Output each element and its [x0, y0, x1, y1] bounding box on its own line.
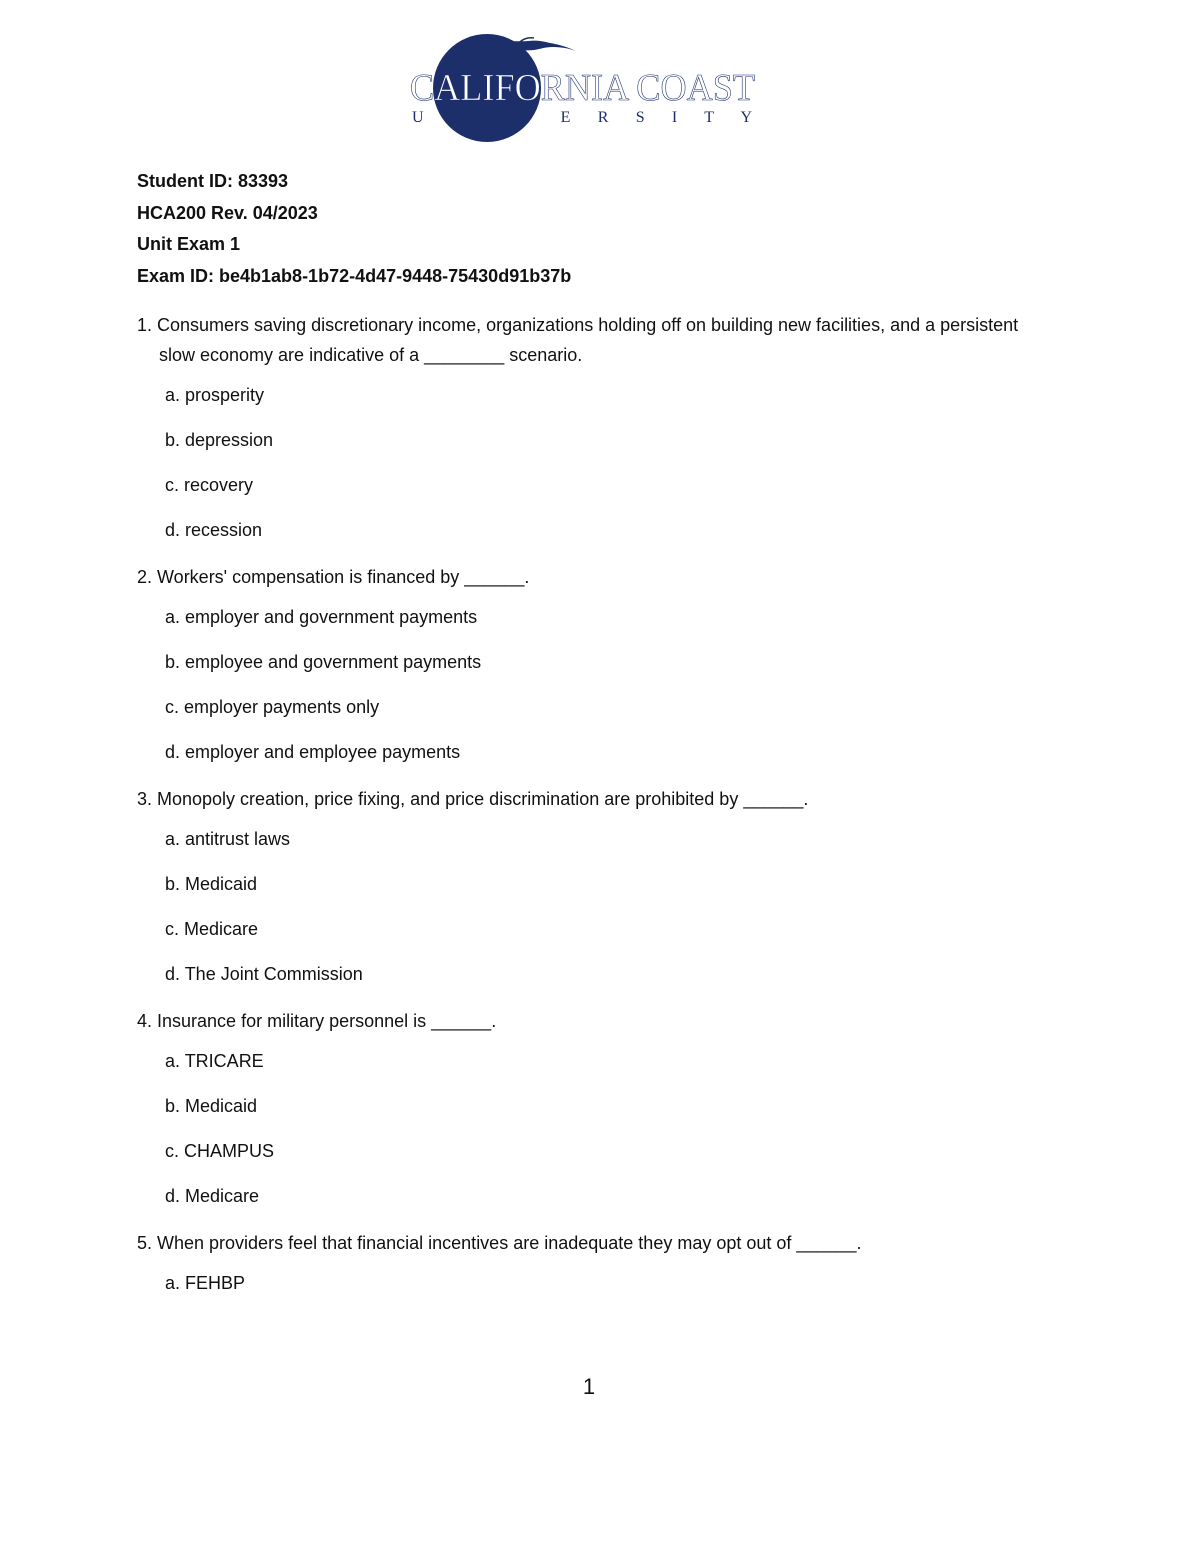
- answer-choice: b. Medicaid: [165, 1096, 258, 1116]
- university-logo: [400, 30, 770, 145]
- answer-choice: b. Medicaid: [165, 874, 258, 894]
- university-logo-graphic: [400, 30, 770, 145]
- question-5: [137, 1228, 1037, 1315]
- answer-choice: b. employee and government payments: [165, 652, 482, 672]
- answer-choice: a. FEHBP: [165, 1273, 246, 1293]
- answer-choice: a. TRICARE: [165, 1051, 264, 1071]
- answer-choice: a. antitrust laws: [165, 829, 291, 849]
- question-2: [137, 562, 1037, 784]
- answer-choice: c. Medicare: [165, 919, 259, 939]
- course-code: HCA200 Rev. 04/2023: [137, 202, 318, 223]
- question-3: [137, 784, 1037, 1006]
- student-id: Student ID: 83393: [137, 171, 289, 191]
- answer-choice: a. prosperity: [165, 385, 265, 405]
- answer-choice: d. recession: [165, 520, 263, 540]
- answer-choice: c. employer payments only: [165, 697, 380, 717]
- answer-choice: d. employer and employee payments: [165, 742, 461, 762]
- page-number: 1: [582, 1374, 596, 1399]
- unit-title: Unit Exam 1: [137, 234, 241, 254]
- answer-choice: c. CHAMPUS: [165, 1141, 275, 1161]
- question-1: [137, 310, 1037, 562]
- question-stem: 3. Monopoly creation, price fixing, and price discrimination are prohibited by ______.: [137, 789, 809, 809]
- question-list: [137, 310, 1037, 1315]
- question-stem: 1. Consumers saving discretionary income, organizations holding off on building new facilities, and a persistent slow economy are indicative of a ________ scenario.: [137, 315, 1019, 365]
- question-stem: 4. Insurance for military personnel is ______.: [137, 1011, 497, 1031]
- logo-name-line1: CALIFORNIA COAST: [410, 67, 755, 109]
- answer-choice: d. Medicare: [165, 1186, 260, 1206]
- exam-id: Exam ID: be4b1ab8-1b72-4d47-9448-75430d91b37b: [137, 265, 572, 286]
- question-4: [137, 1006, 1037, 1228]
- answer-choice: a. employer and government payments: [165, 607, 478, 627]
- exam-header: [137, 168, 571, 294]
- question-stem: 5. When providers feel that financial incentives are inadequate they may opt out of ______.: [137, 1233, 862, 1253]
- question-stem: 2. Workers' compensation is financed by ______.: [137, 567, 530, 587]
- logo-name-line2: U N I V E R S I T Y: [412, 109, 752, 126]
- answer-choice: c. recovery: [165, 475, 254, 495]
- answer-choice: b. depression: [165, 430, 274, 450]
- answer-choice: d. The Joint Commission: [165, 964, 363, 984]
